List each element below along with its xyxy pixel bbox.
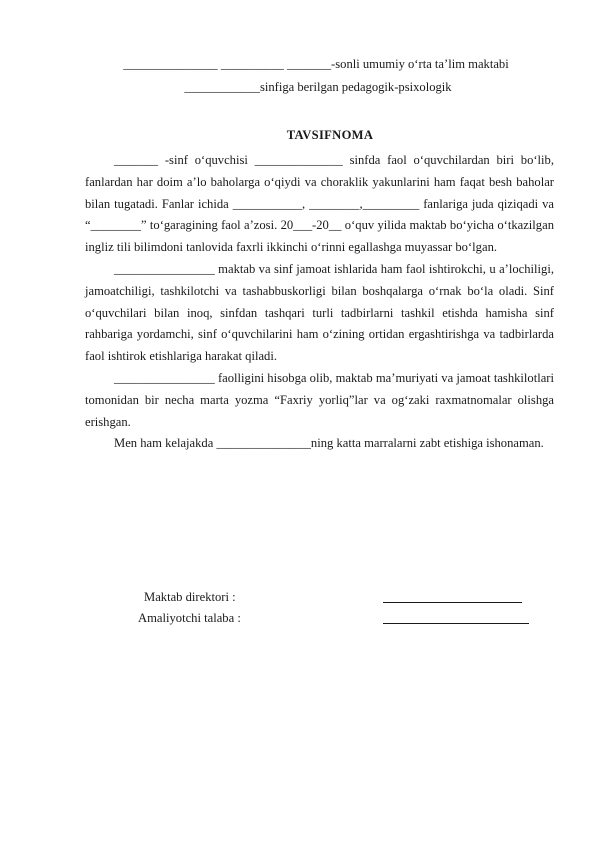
paragraph-academic: _______ -sinf o‘quvchisi ______________ sinfda faol o‘quvchilardan biri bo‘lib, fanlardan har doim a’lo baholarga o‘qiydi va choraklik yakunlarini ham faqat besh baholar bilan tugatadi. Fanlar ichida ___________, ________,_________ fanlariga juda qiziqadi va “________” to‘garagining faol a’zosi. 20___-20__ o‘quv yilida maktab bo‘yicha o‘tkazilgan ingliz tili bilimdoni tanlovida faxrli ikkinchi o‘rinni egallashga muyassar bo‘lgan. [85,153,554,255]
document-body [85,150,554,455]
paragraph-social: ________________ maktab va sinf jamoat ishlarida ham faol ishtirokchi, u a’lochiligi, jamoatchiligi, tashkilotchi va tashabbuskorligi bilan boshqalarga o‘rnak bo‘la oladi. Sinf o‘quvchilari bilan inoq, sinfdan tashqari turli tadbirlarni tashkil etishda hamisha sinf rahbariga yordamchi, sinf o‘quvchilarini ham o‘zining ortidan ergashtirishga va tadbirlarda faol ishtirok etishlariga harakat qiladi. [85,261,554,364]
header-line-class: ____________sinfiga berilgan pedagogik-psixologik [184,80,452,94]
student-label: Amaliyotchi talaba : [138,611,241,625]
director-signature-line [383,590,522,603]
header-line-school: _______________ __________ _______-sonli umumiy o‘rta ta’lim maktabi [123,57,509,71]
paragraph-closing: Men ham kelajakda _______________ning katta marralarni zabt etishiga ishonaman. [114,436,544,451]
paragraph-awards: ________________ faolligini hisobga olib, maktab ma’muriyati va jamoat tashkilotlari tomonidan bir necha marta yozma “Faxriy yorliq”lar va og‘zaki raxmatnomalar olishga erishgan. [85,370,554,429]
document-title: TAVSIFNOMA [286,128,374,142]
student-signature-line [383,611,529,624]
director-label: Maktab direktori : [144,590,236,604]
